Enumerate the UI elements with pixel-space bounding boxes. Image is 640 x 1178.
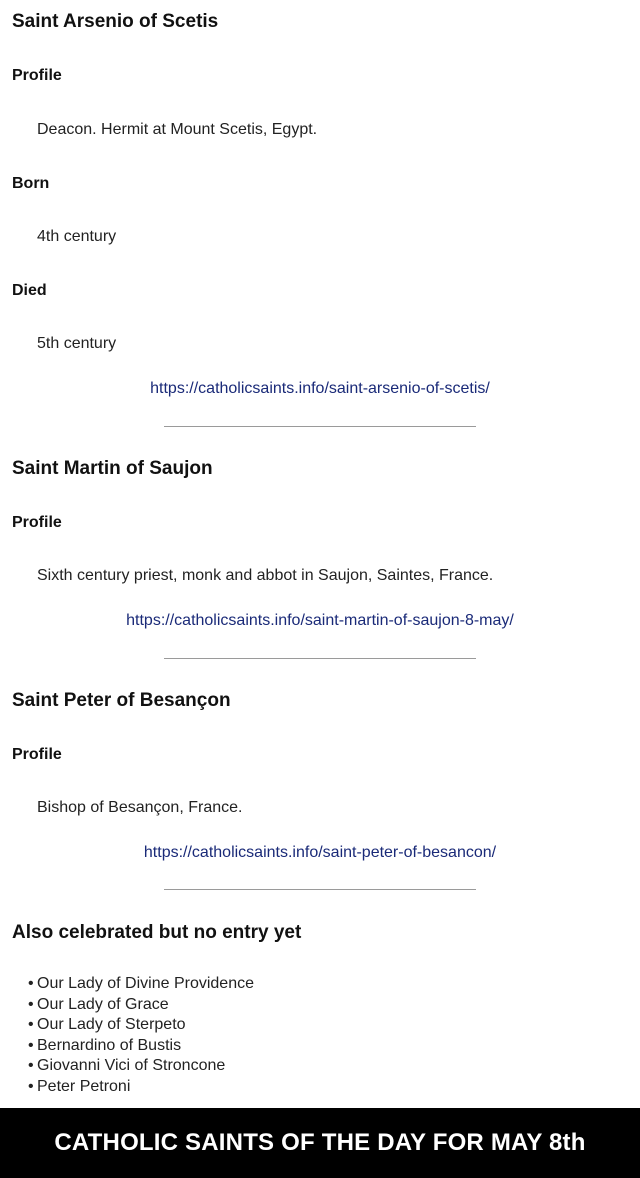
saint-link[interactable]: https://catholicsaints.info/saint-arsenio-of-scetis/ — [150, 380, 490, 397]
footer-banner: CATHOLIC SAINTS OF THE DAY FOR MAY 8th — [0, 1108, 640, 1178]
list-item — [28, 1077, 254, 1098]
saint-link-row — [0, 612, 640, 630]
profile-text: Sixth century priest, monk and abbot in Saujon, Saintes, France. — [37, 567, 494, 584]
saint-title: Saint Peter of Besançon — [12, 690, 231, 711]
list-item-text: Our Lady of Sterpeto — [37, 1016, 186, 1033]
list-item — [28, 1015, 254, 1036]
list-item — [28, 1036, 254, 1057]
bullet-icon: • — [28, 1036, 34, 1054]
saint-title: Saint Martin of Saujon — [12, 458, 213, 479]
saint-link[interactable]: https://catholicsaints.info/saint-martin-of-saujon-8-may/ — [126, 612, 514, 629]
profile-label: Profile — [12, 746, 62, 763]
also-celebrated-title: Also celebrated but no entry yet — [12, 922, 302, 943]
list-item — [28, 995, 254, 1016]
profile-text: Deacon. Hermit at Mount Scetis, Egypt. — [37, 121, 318, 138]
died-text: 5th century — [37, 335, 117, 352]
section-divider — [164, 658, 476, 659]
saint-link[interactable]: https://catholicsaints.info/saint-peter-of-besancon/ — [143, 844, 497, 861]
section-divider — [164, 889, 476, 890]
born-label: Born — [12, 175, 50, 192]
saint-link-row — [0, 844, 640, 862]
profile-label: Profile — [12, 514, 62, 531]
profile-label: Profile — [12, 67, 62, 84]
also-celebrated-list — [28, 974, 254, 1097]
list-item — [28, 974, 254, 995]
bullet-icon: • — [28, 1016, 34, 1033]
list-item-text: Our Lady of Divine Providence — [37, 975, 254, 992]
list-item-text: Peter Petroni — [37, 1077, 131, 1095]
bullet-icon: • — [28, 1077, 34, 1095]
list-item-text: Giovanni Vici of Stroncone — [37, 1057, 226, 1074]
bullet-icon: • — [28, 975, 34, 992]
bullet-icon: • — [28, 1057, 34, 1074]
born-text: 4th century — [37, 228, 117, 245]
list-item-text: Our Lady of Grace — [37, 995, 169, 1013]
section-divider — [164, 426, 476, 427]
profile-text: Bishop of Besançon, France. — [37, 799, 243, 816]
saint-title: Saint Arsenio of Scetis — [12, 11, 219, 32]
list-item-text: Bernardino of Bustis — [37, 1036, 182, 1054]
saint-link-row — [0, 380, 640, 398]
bullet-icon: • — [28, 995, 34, 1013]
died-label: Died — [12, 282, 47, 299]
list-item — [28, 1056, 254, 1077]
